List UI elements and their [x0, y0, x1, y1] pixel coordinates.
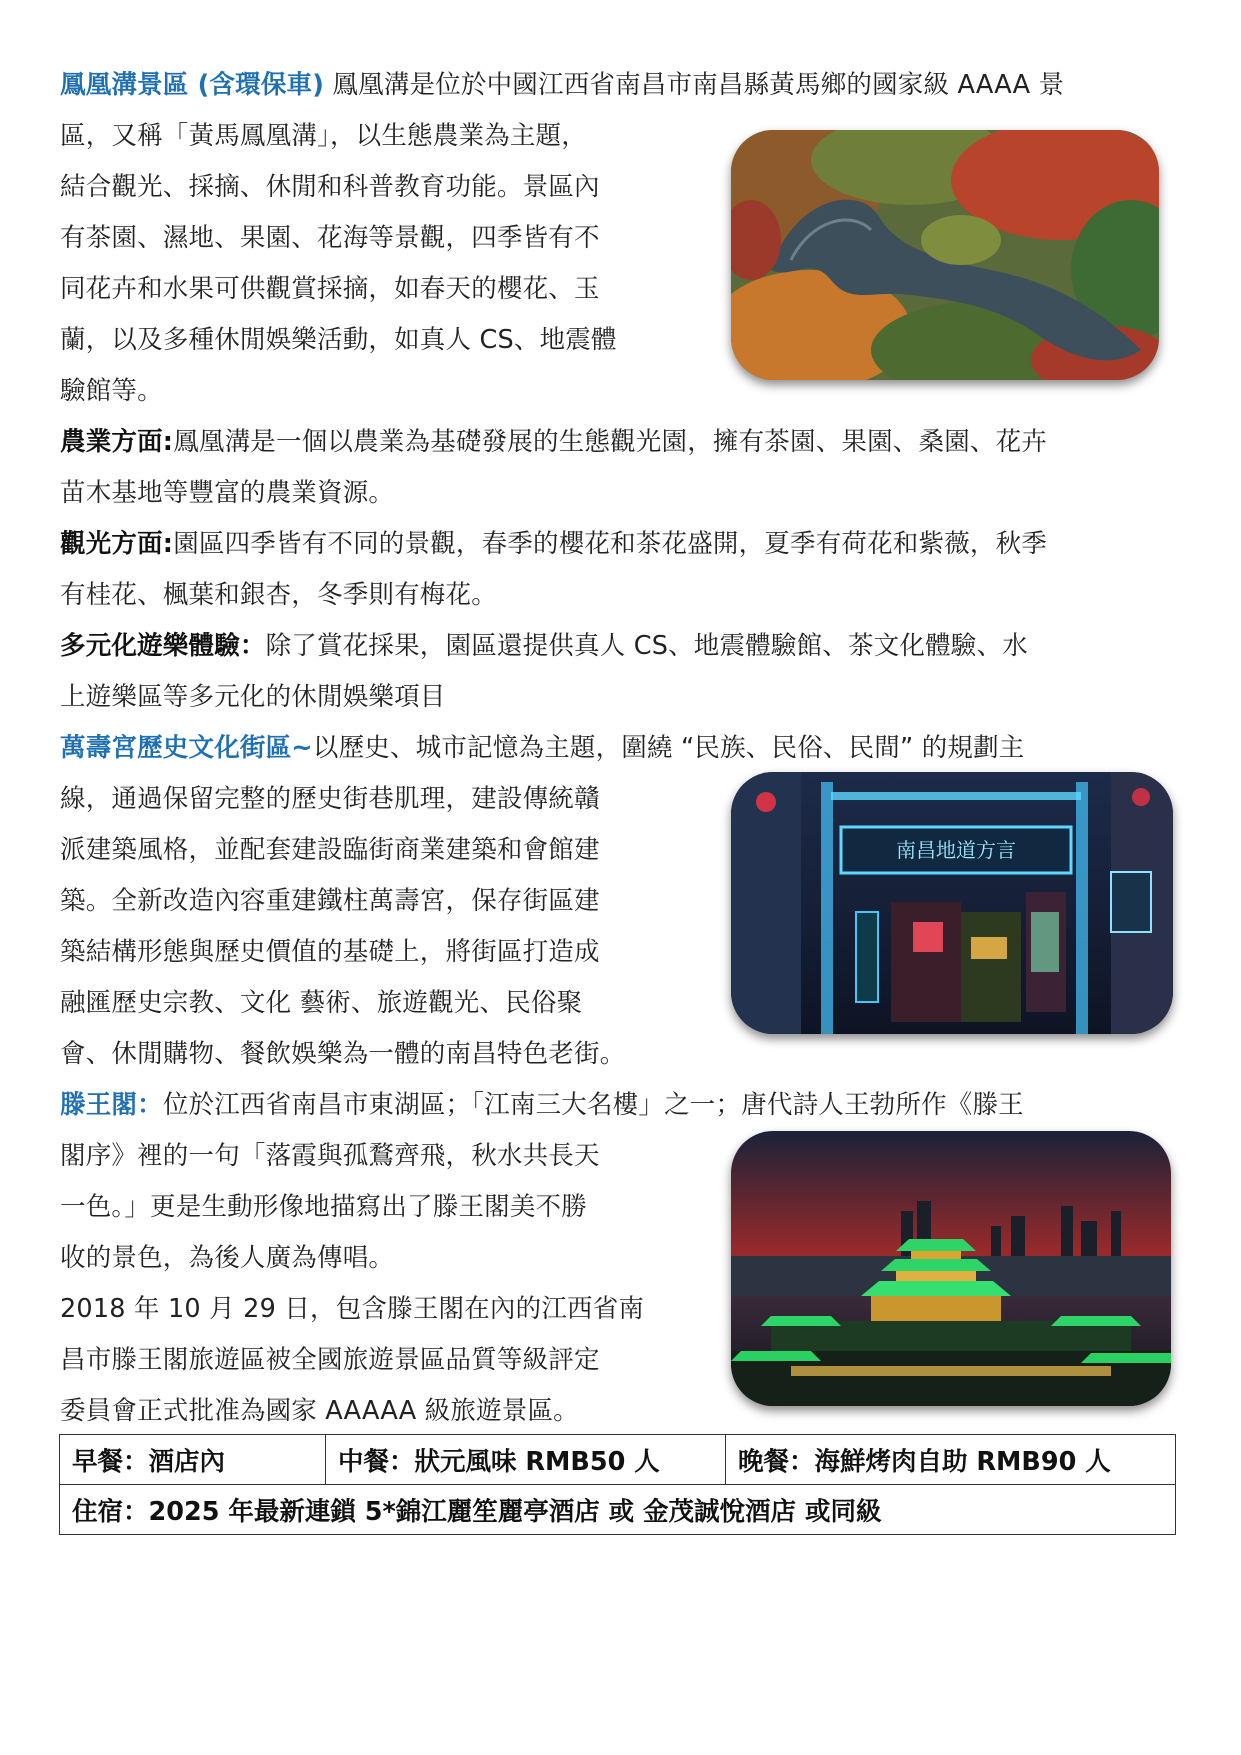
- meals-table: [59, 1434, 1176, 1535]
- phoenix-line: 同花卉和水果可供觀賞採摘，如春天的櫻花、玉: [60, 274, 600, 304]
- tengwang-line: 委員會正式批准為國家 AAAAA 級旅遊景區。: [60, 1396, 579, 1426]
- tourism-text: 園區四季皆有不同的景觀，春季的櫻花和茶花盛開，夏季有荷花和紫薇，秋季: [173, 529, 1048, 559]
- phoenix-title: 鳳凰溝景區 (含環保車): [60, 70, 325, 100]
- tourism-line-2: 有桂花、楓葉和銀杏，冬季則有梅花。: [60, 580, 497, 610]
- phoenix-line: 蘭，以及多種休閒娛樂活動，如真人 CS、地震體: [60, 325, 617, 355]
- lunch-cell: 中餐：狀元風味 RMB50 人: [326, 1435, 726, 1485]
- phoenix-line-1: 鳳凰溝是位於中國江西省南昌市南昌縣黃馬鄉的國家級 AAAA 景: [324, 70, 1065, 100]
- phoenix-valley-photo: [731, 130, 1159, 380]
- tengwang-line: 一色。」更是生動形像地描寫出了滕王閣美不勝: [60, 1192, 587, 1222]
- wanshou-line: 派建築風格，並配套建設臨街商業建築和會館建: [60, 835, 600, 865]
- wanshou-line: 融匯歷史宗教、文化 藝術、旅遊觀光、民俗聚: [60, 988, 583, 1018]
- phoenix-line: 結合觀光、採摘、休閒和科普教育功能。景區內: [60, 172, 600, 202]
- agriculture-text: 鳳凰溝是一個以農業為基礎發展的生態觀光園，擁有茶園、果園、桑園、花卉: [173, 427, 1048, 457]
- tengwang-line-1: 位於江西省南昌市東湖區；「江南三大名樓」之一；唐代詩人王勃所作《滕王: [162, 1090, 1024, 1120]
- wanshou-intro-line: [60, 723, 1025, 774]
- hotel-row: [60, 1485, 1176, 1535]
- dinner-cell: 晚餐：海鮮烤肉自助 RMB90 人: [726, 1435, 1176, 1485]
- agriculture-label: 農業方面:: [60, 427, 174, 457]
- wanshou-street-photo: [731, 772, 1173, 1034]
- fun-line-2: 上遊樂區等多元化的休閒娛樂項目: [60, 682, 446, 712]
- wanshou-line-1: 以歷史、城市記憶為主題，圍繞 “民族、民俗、民間” 的規劃主: [312, 733, 1025, 763]
- phoenix-intro-line: [60, 60, 1064, 111]
- meals-row: [60, 1435, 1176, 1485]
- tengwang-line: 2018 年 10 月 29 日，包含滕王閣在內的江西省南: [60, 1294, 645, 1324]
- hotel-cell: 住宿：2025 年最新連鎖 5*錦江麗笙麗亭酒店 或 金茂誠悅酒店 或同級: [60, 1485, 1176, 1535]
- tengwang-line: 昌市滕王閣旅遊區被全國旅遊景區品質等級評定: [60, 1345, 600, 1375]
- tourism-line-1: [60, 519, 1047, 570]
- wanshou-title: 萬壽宮歷史文化街區~: [60, 733, 313, 763]
- tengwang-line: 閣序》裡的一句「落霞與孤鶩齊飛，秋水共長天: [60, 1141, 600, 1171]
- phoenix-line: 有茶園、濕地、果園、花海等景觀，四季皆有不: [60, 223, 600, 253]
- phoenix-line: 區，又稱「黃馬鳳凰溝」，以生態農業為主題，: [60, 121, 587, 151]
- tengwang-intro-line: [60, 1080, 1024, 1131]
- wanshou-line: 會、休閒購物、餐飲娛樂為一體的南昌特色老街。: [60, 1039, 626, 1069]
- fun-label: 多元化遊樂體驗：: [60, 631, 266, 661]
- phoenix-line: 驗館等。: [60, 376, 163, 406]
- agriculture-line-2: 苗木基地等豐富的農業資源。: [60, 478, 395, 508]
- wanshou-line: 線，通過保留完整的歷史街巷肌理，建設傳統贛: [60, 784, 600, 814]
- tengwang-pavilion-photo: [731, 1131, 1171, 1406]
- fun-text: 除了賞花採果，園區還提供真人 CS、地震體驗館、茶文化體驗、水: [265, 631, 1028, 661]
- tengwang-line: 收的景色，為後人廣為傳唱。: [60, 1243, 395, 1273]
- tengwang-title: 滕王閣：: [60, 1090, 163, 1120]
- breakfast-cell: 早餐：酒店內: [60, 1435, 326, 1485]
- tourism-label: 觀光方面:: [60, 529, 174, 559]
- agriculture-line-1: [60, 417, 1047, 468]
- wanshou-line: 築結構形態與歷史價值的基礎上，將街區打造成: [60, 937, 600, 967]
- fun-line-1: [60, 621, 1028, 672]
- street-sign-text: 南昌地道方言: [896, 838, 1016, 862]
- wanshou-line: 築。全新改造內容重建鐵柱萬壽宮，保存街區建: [60, 886, 600, 916]
